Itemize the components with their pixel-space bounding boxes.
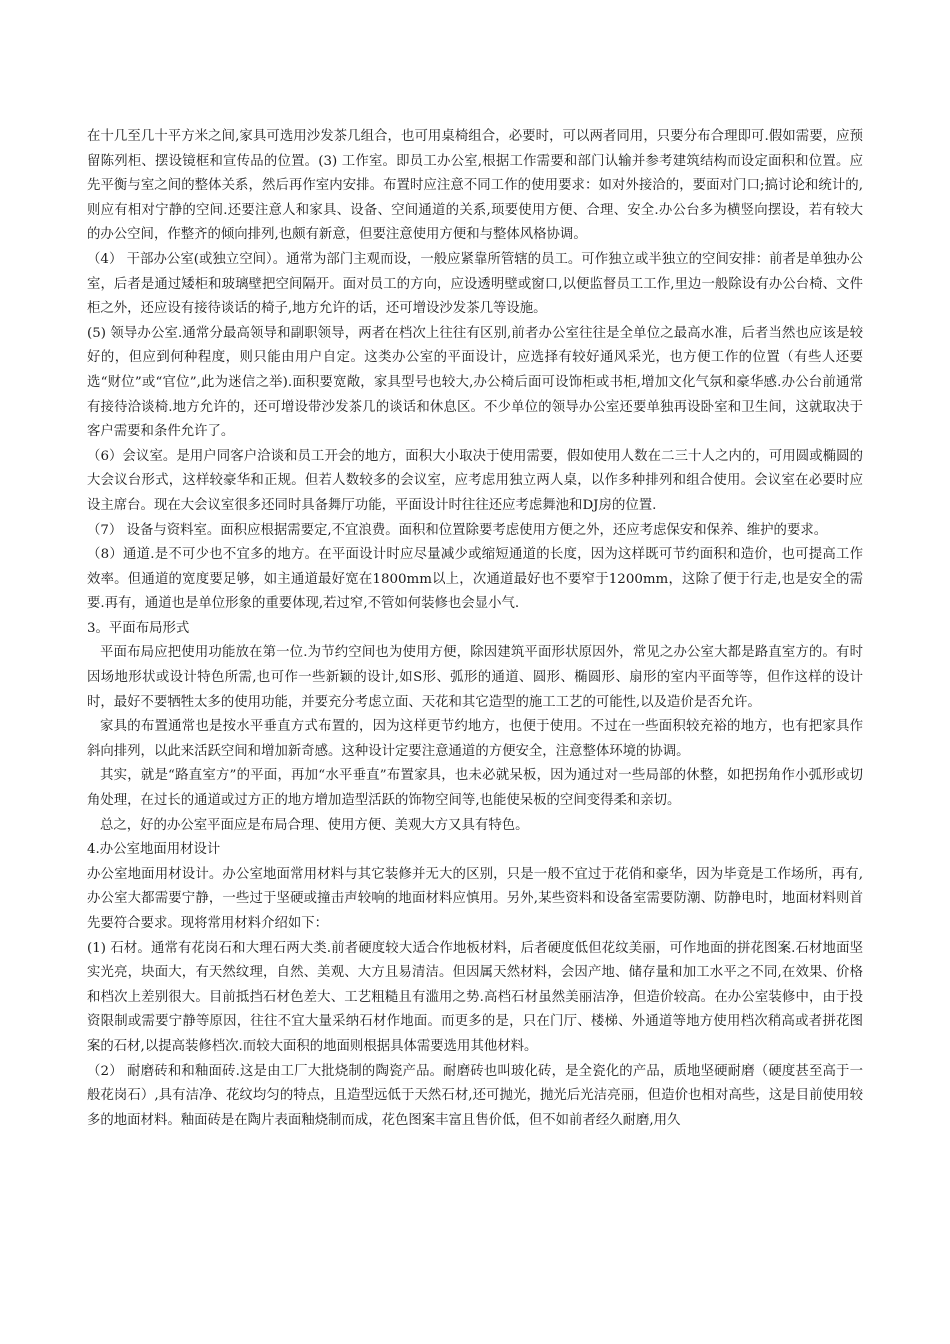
paragraph-furniture-arrangement: 家具的布置通常也是按水平垂直方式布置的，因为这样更节约地方，也便于使用。不过在一些面积较充裕的地方，也有把家具作斜向排列，以此来活跃空间和增加新奇感。这种设计定要注意通道的方便安全，注意整体环境的协调。 — [87, 719, 863, 759]
paragraph-tiles: （2） 耐磨砖和和釉面砖.这是由工厂大批烧制的陶瓷产品。耐磨砖也叫玻化砖，是全瓷化的产品，质地坚硬耐磨（硬度甚至高于一般花岗石）,具有洁净、花纹均匀的特点，且造型远低于天然石材,还可抛光，抛光后光洁亮丽，但造价也相对高些，这是目前使用较多的地面材料。釉面砖是在陶片表面釉烧制而成，花色图案丰富且售价低，但不如前者经久耐磨,用久 — [87, 1063, 863, 1128]
paragraph-layout-function: 平面布局应把使用功能放在第一位.为节约空间也为使用方便，除因建筑平面形状原因外，常见之办公室大都是路直室方的。有时因场地形状或设计特色所需,也可作一些新颖的设计,如S形、弧形的通道、圆形、椭圆形、扇形的室内平面等等，但作这样的设计时，最好不要牺牲太多的使用功能，并要充分考虑立面、天花和其它造型的施工工艺的可能性,以及造价是否允许。 — [87, 645, 863, 710]
paragraph-office-furniture: 在十几至几十平方米之间,家具可选用沙发茶几组合，也可用桌椅组合，必要时，可以两者同用，只要分布合理即可.假如需要，应预留陈列柜、摆设镜框和宣传品的位置。(3) 工作室。即员工办公室,根据工作需要和部门认输并参考建筑结构而设定面积和位置。应先平衡与室之间的整体关系，然后再作室内安排。布置时应注意不同工作的使用要求：如对外接洽的，要面对门口;搞讨论和统计的,则应有相对宁静的空间.还要注意人和家具、设备、空间通道的关系,顼要使用方便、合理、安全.办公台多为横竖向摆设，若有较大的办公空间，作整齐的倾向排列,也颇有新意，但要注意使用方便和与整体风格协调。 — [87, 129, 863, 243]
paragraph-passage: （8）通道.是不可少也不宜多的地方。在平面设计时应尽量减少或缩短通道的长度，因为这样既可节约面积和造价，也可提高工作效率。但通道的宽度要足够，如主通道最好宽在1800mm以上，次通道最好也不要窄于1200mm，这除了便于行走,也是安全的需要.再有，通道也是单位形象的重要体现,若过窄,不管如何装修也会显小气. — [87, 547, 863, 612]
paragraph-meeting-room: （6）会议室。是用户同客户洽谈和员工开会的地方，面积大小取决于使用需要，假如使用人数在二三十人之内的，可用圆或椭圆的大会议台形式，这样较豪华和正规。但若人数较多的会议室，应考虑用独立两人桌，以作多种排列和组合使用。会议室在必要时应设主席台。现在大会议室很多还同时具备舞厅功能，平面设计时往往还应考虑舞池和DJ房的位置. — [87, 448, 863, 513]
paragraph-straight-layout: 其实，就是“路直室方”的平面，再加“水平垂直”布置家具，也未必就呆板，因为通过对一些局部的休整，如把拐角作小弧形或切角处理，在过长的通道或过方正的地方增加造型活跃的饰物空间等,也能使呆板的空间变得柔和亲切。 — [87, 768, 863, 809]
paragraph-floor-intro: 办公室地面用材设计。办公室地面常用材料与其它装修并无大的区别，只是一般不宜过于花俏和豪华，因为毕竟是工作场所，再有,办公室大都需要宁静，一些过于坚硬或撞击声较响的地面材料应慎用。另外,某些资料和设备室需要防潮、防静电时，地面材料则首先要符合要求。现将常用材料介绍如下： — [87, 866, 863, 931]
paragraph-summary: 总之，好的办公室平面应是布局合理、使用方便、美观大方又具有特色。 — [100, 817, 529, 833]
paragraph-stone: (1) 石材。通常有花岗石和大理石两大类.前者硬度较大适合作地板材料，后者硬度低但花纹美丽，可作地面的拼花图案.石材地面坚实光亮，块面大，有天然纹理，自然、美观、大方且易清洁。但因属天然材料，会因产地、储存量和加工水平之不同,在效果、价格和档次上差别很大。目前抵挡石材色差大、工艺粗糙且有滥用之势.高档石材虽然美丽洁净，但造价较高。在办公室装修中，由于投资限制或需要宁静等原因，往往不宜大量采纳石材作地面。而更多的是，只在门厅、楼梯、外通道等地方使用档次稍高或者拼花图案的石材,以提高装修档次.而较大面积的地面则根据具体需要选用其他材料。 — [87, 940, 863, 1054]
paragraph-equipment-room: （7） 设备与资料室。面积应根据需要定,不宜浪费。面积和位置除要考虑使用方便之外，还应考虑保安和保养、维护的要求。 — [87, 522, 828, 538]
paragraph-leader-office: (5) 领导办公室.通常分最高领导和副职领导，两者在档次上往往有区别,前者办公室往往是全单位之最高水准，后者当然也应该是较好的，但应到何种程度，则只能由用户自定。这类办公室的平面设计，应选择有较好通风采光，也方便工作的位置（有些人还要选“财位”或“官位”,此为迷信之举).面积要宽敞，家具型号也较大,办公椅后面可设饰柜或书柜,增加文化气氛和豪华感.办公台前通常有接待洽谈椅.地方允许的，还可增设带沙发茶几的谈话和休息区。不少单位的领导办公室还要单独再设卧室和卫生间，这就取决于客户需要和条件允许了。 — [87, 325, 863, 440]
body-text — [87, 125, 863, 1133]
paragraph-cadre-office: （4） 干部办公室(或独立空间）。通常为部门主观而设，一般应紧靠所管辖的员工。可作独立或半独立的空间安排：前者是单独办公室，后者是通过矮柜和玻璃壁把空间隔开。面对员工的方向，应设透明壁或窗口,以便监督员工工作,里边一般除设有办公台椅、文件柜之外，还应设有接待谈话的椅子,地方允许的话，还可增设沙发茶几等设施。 — [87, 251, 863, 317]
section-heading-floor: 4.办公室地面用材设计 — [87, 842, 221, 858]
section-heading-layout: 3。平面布局形式 — [87, 620, 190, 636]
